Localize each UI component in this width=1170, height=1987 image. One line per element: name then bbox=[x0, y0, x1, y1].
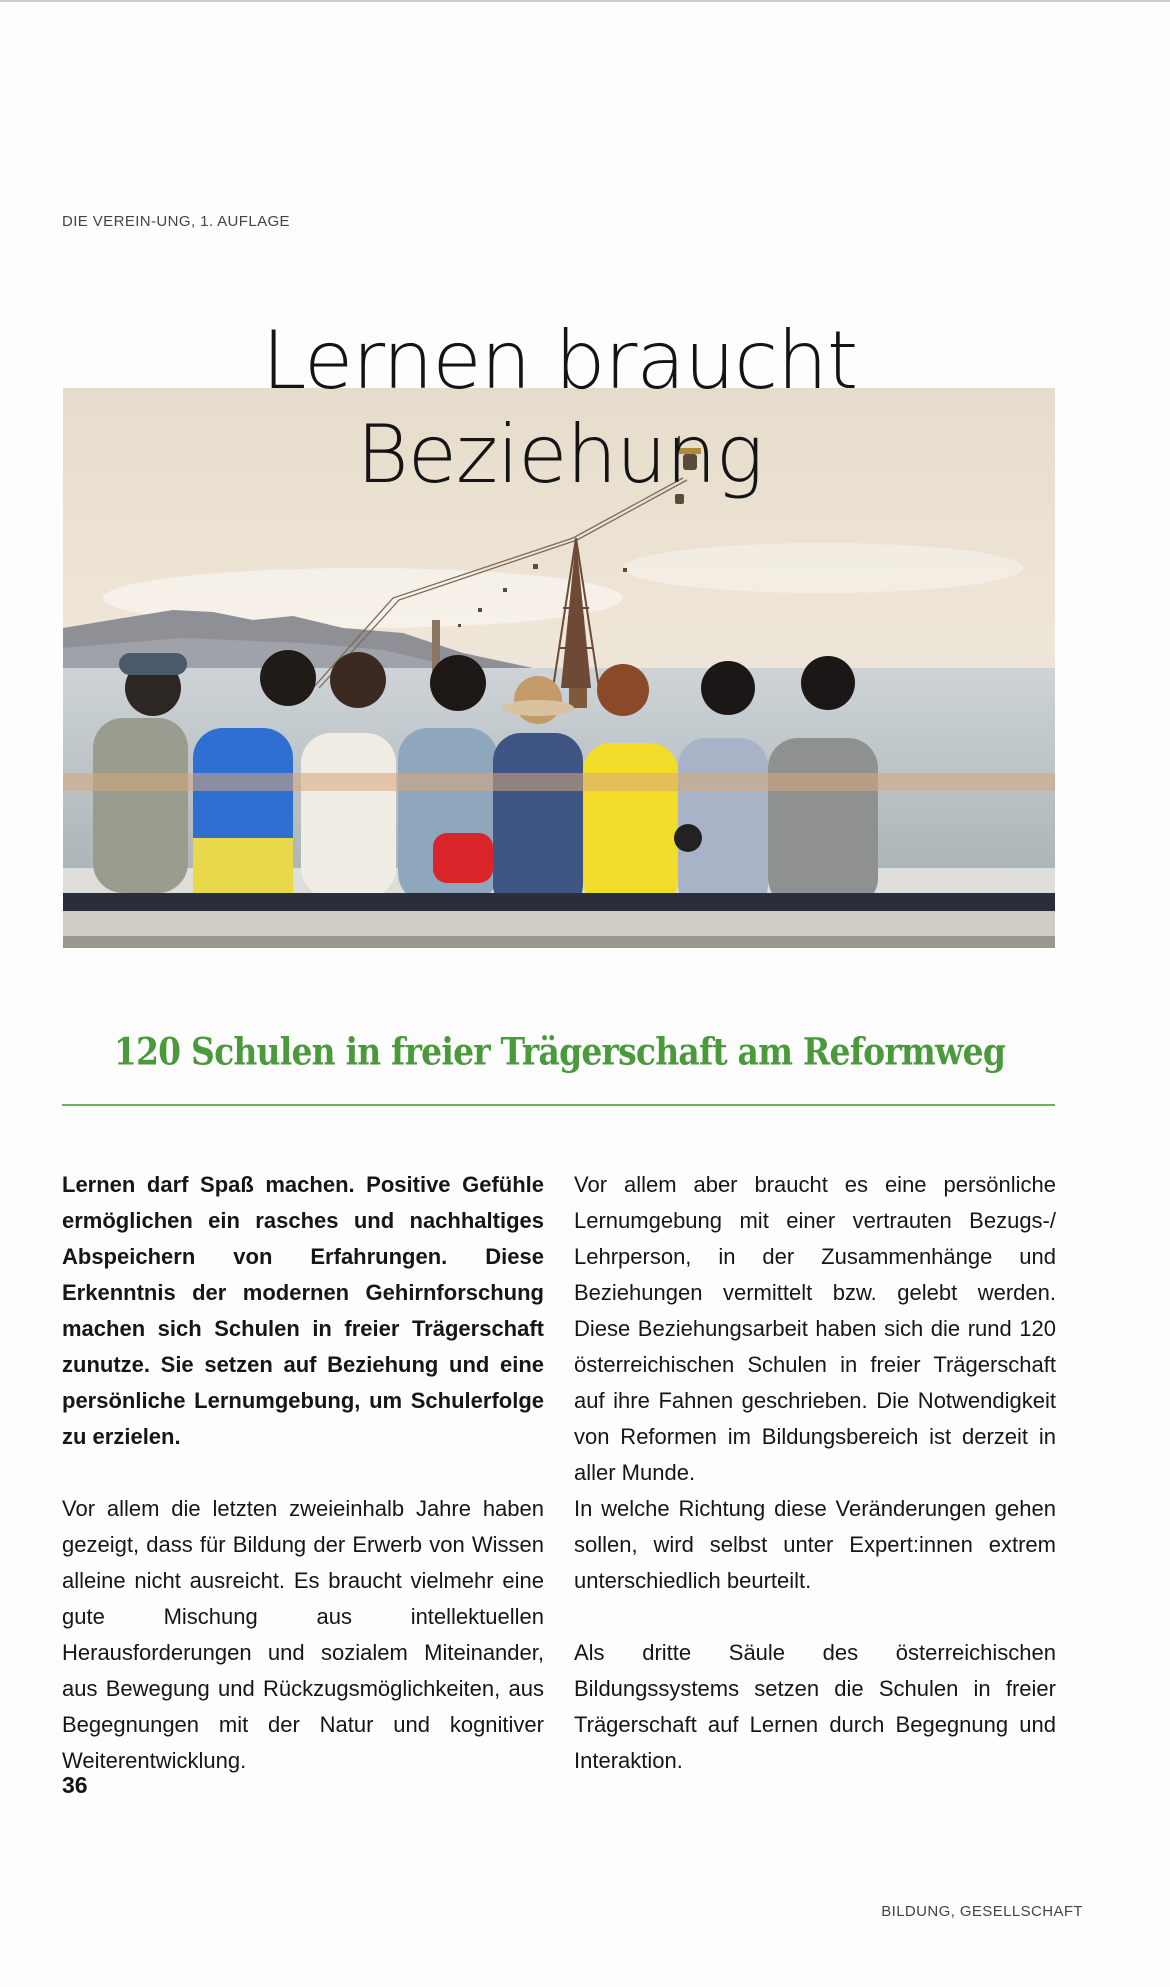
magazine-page bbox=[0, 2, 1170, 1987]
running-head: DIE VEREIN-UNG, 1. AUFLAGE bbox=[62, 213, 290, 230]
section-footer: BILDUNG, GESELLSCHAFT bbox=[881, 1903, 1083, 1920]
title-line-1: Lernen braucht bbox=[261, 314, 858, 407]
body-paragraph: Vor allem die letzten zweieinhalb Jahre haben gezeigt, dass für Bildung der Erwerb von Wissen alleine nicht ausreicht. Es braucht vielmehr eine gute Mischung aus intellektuellen Herausforderungen und sozialem Miteinander, aus Bewegung und Rückzugsmöglichkeiten, aus Begegnungen mit der Natur und kognitiver Weiterentwicklung. bbox=[62, 1496, 544, 1773]
right-column bbox=[574, 1167, 1056, 1815]
divider-rule bbox=[62, 1104, 1055, 1106]
article-subtitle: 120 Schulen in freier Trägerschaft am Reformweg bbox=[113, 1029, 1006, 1074]
page-number: 36 bbox=[62, 1772, 88, 1798]
left-column bbox=[62, 1167, 544, 1815]
body-paragraph: Als dritte Säule des österreichischen Bildungssystems setzen die Schulen in freier Trägerschaft auf Lernen durch Begegnung und Interaktion. bbox=[574, 1640, 1056, 1773]
lead-paragraph: Lernen darf Spaß machen. Positive Gefühle ermöglichen ein rasches und nachhaltiges Abspeichern von Erfahrungen. Diese Erkenntnis der modernen Gehirnforschung machen sich Schulen in freier Trägerschaft zunutze. Sie setzen auf Beziehung und eine persönliche Lernumgebung, um Schulerfolge zu erzielen. bbox=[62, 1172, 544, 1449]
body-paragraph: Vor allem aber braucht es eine persönliche Lernumgebung mit einer vertrauten Bezugs-/ Lehrperson, in der Zusammenhänge und Beziehungen vermittelt bzw. gelebt werden. Diese Beziehungsarbeit haben sich die rund 120 österreichischen Schulen in freier Trägerschaft auf ihre Fahnen geschrieben. Die Notwendigkeit von Reformen im Bildungsbereich ist derzeit in aller Munde. bbox=[574, 1172, 1056, 1485]
title-line-2: Beziehung bbox=[356, 408, 763, 501]
body-paragraph: In welche Richtung diese Veränderungen gehen sollen, wird selbst unter Expert:innen extrem unterschiedlich beurteilt. bbox=[574, 1496, 1056, 1593]
article-title bbox=[62, 314, 1057, 502]
